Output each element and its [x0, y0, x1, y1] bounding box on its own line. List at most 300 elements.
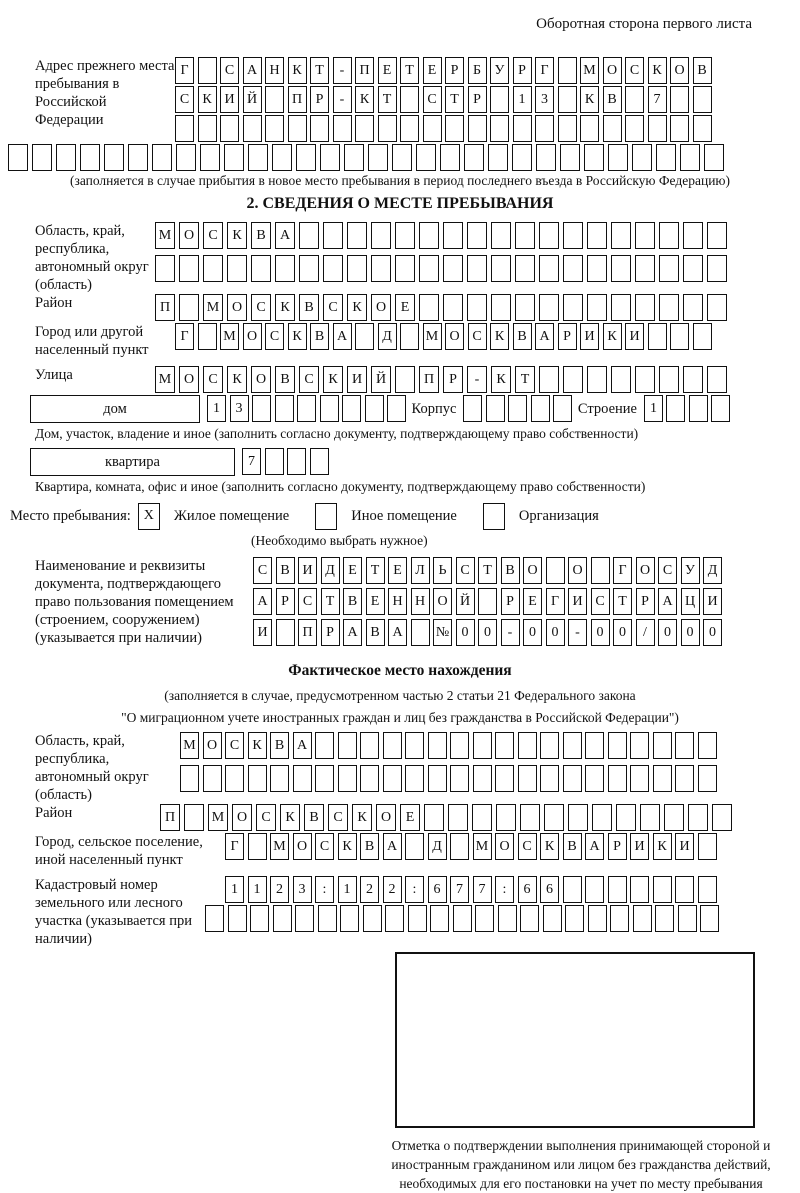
form-cell: [683, 222, 703, 249]
stay-type-checkbox-organization: [483, 503, 505, 530]
form-cell: [653, 732, 672, 759]
form-cell: [591, 557, 610, 584]
form-cell: Т: [366, 557, 385, 584]
form-cell: С: [203, 222, 223, 249]
form-cell: Е: [388, 557, 407, 584]
stamp-caption: Отметка о подтверждении выполнения принимающей стороной и иностранным гражданином или лицом без гражданства действий, необходимых для его постановки на учет по месту пребывания: [391, 1138, 771, 1191]
form-cell: [224, 144, 244, 171]
form-cell: [659, 222, 679, 249]
form-cell: [265, 448, 284, 475]
form-cell: Г: [175, 323, 194, 350]
form-cell: В: [299, 294, 319, 321]
stay-type-note: (Необходимо выбрать нужное): [251, 533, 428, 548]
form-cell: [707, 255, 727, 282]
form-cell: [408, 905, 427, 932]
form-cell: А: [383, 833, 402, 860]
form-cell: :: [495, 876, 514, 903]
form-cell: [693, 323, 712, 350]
form-cell: С: [456, 557, 475, 584]
actual-city-row: [225, 833, 720, 858]
form-cell: [275, 255, 295, 282]
form-cell: [587, 255, 607, 282]
form-cell: [152, 144, 172, 171]
form-cell: [175, 115, 194, 142]
form-cell: Ь: [433, 557, 452, 584]
form-cell: П: [160, 804, 180, 831]
form-cell: [338, 732, 357, 759]
form-cell: [273, 905, 292, 932]
form-cell: [443, 255, 463, 282]
form-cell: В: [304, 804, 324, 831]
apartment-note: Квартира, комната, офис и иное (заполнить согласно документу, подтверждающему право собственности): [35, 479, 646, 494]
form-cell: [698, 765, 717, 792]
form-cell: Б: [468, 57, 487, 84]
stroenie-label: Строение: [577, 401, 637, 417]
form-cell: 0: [703, 619, 722, 646]
form-cell: [272, 144, 292, 171]
form-cell: В: [603, 86, 622, 113]
form-cell: О: [179, 366, 199, 393]
form-cell: Р: [321, 619, 340, 646]
street-row: [155, 366, 731, 391]
form-cell: [355, 323, 374, 350]
form-cell: [678, 905, 697, 932]
form-cell: О: [227, 294, 247, 321]
form-cell: 3: [535, 86, 554, 113]
form-cell: [585, 765, 604, 792]
form-cell: [515, 294, 535, 321]
form-cell: [512, 144, 532, 171]
form-cell: И: [580, 323, 599, 350]
form-cell: [648, 323, 667, 350]
form-cell: [323, 255, 343, 282]
form-cell: М: [155, 366, 175, 393]
prev-address-row-3: [175, 115, 715, 140]
form-cell: [299, 255, 319, 282]
form-cell: 0: [456, 619, 475, 646]
form-cell: Р: [608, 833, 627, 860]
form-cell: [416, 144, 436, 171]
form-cell: Е: [343, 557, 362, 584]
form-cell: А: [243, 57, 262, 84]
form-cell: [270, 765, 289, 792]
form-cell: [630, 765, 649, 792]
form-cell: [536, 144, 556, 171]
form-cell: [463, 395, 482, 422]
actual-district-row: [160, 804, 736, 829]
form-cell: [252, 395, 271, 422]
form-cell: [664, 804, 684, 831]
form-cell: [544, 804, 564, 831]
document-row-2: [253, 588, 726, 613]
form-cell: [368, 144, 388, 171]
form-cell: 7: [648, 86, 667, 113]
form-cell: 2: [270, 876, 289, 903]
form-cell: С: [253, 557, 272, 584]
cadastre-block: [8, 876, 792, 948]
form-cell: [443, 294, 463, 321]
form-cell: [560, 144, 580, 171]
form-cell: Т: [613, 588, 632, 615]
prev-address-label: Адрес прежнего места пребывания в Российской Федерации: [35, 58, 175, 128]
form-cell: [683, 294, 703, 321]
form-cell: А: [293, 732, 312, 759]
form-cell: [539, 366, 559, 393]
form-cell: [633, 905, 652, 932]
form-cell: [666, 395, 685, 422]
stay-type-option-organization: Организация: [518, 508, 599, 524]
form-cell: [378, 115, 397, 142]
actual-region-rows: [180, 732, 720, 798]
form-cell: 0: [681, 619, 700, 646]
form-cell: [635, 294, 655, 321]
form-cell: О: [495, 833, 514, 860]
prev-address-note: (заполняется в случае прибытия в новое место пребывания в период последнего въезда в Российскую Федерацию): [69, 173, 731, 188]
form-cell: П: [288, 86, 307, 113]
form-cell: [495, 765, 514, 792]
form-cell: [513, 115, 532, 142]
form-cell: :: [315, 876, 334, 903]
form-cell: [468, 115, 487, 142]
form-cell: С: [251, 294, 271, 321]
form-cell: С: [256, 804, 276, 831]
form-cell: О: [376, 804, 396, 831]
form-cell: [228, 905, 247, 932]
form-cell: С: [591, 588, 610, 615]
form-cell: 0: [523, 619, 542, 646]
form-cell: [293, 765, 312, 792]
form-cell: -: [568, 619, 587, 646]
form-cell: [467, 255, 487, 282]
form-cell: К: [347, 294, 367, 321]
form-cell: [411, 619, 430, 646]
form-cell: 7: [450, 876, 469, 903]
form-cell: [371, 255, 391, 282]
form-cell: [543, 905, 562, 932]
form-cell: №: [433, 619, 452, 646]
form-cell: [584, 144, 604, 171]
form-cell: Т: [515, 366, 535, 393]
form-cell: [491, 222, 511, 249]
form-cell: [488, 144, 508, 171]
form-cell: [700, 905, 719, 932]
form-cell: [155, 255, 175, 282]
form-cell: К: [540, 833, 559, 860]
form-cell: [711, 395, 730, 422]
form-cell: Л: [411, 557, 430, 584]
form-cell: М: [423, 323, 442, 350]
form-cell: К: [580, 86, 599, 113]
form-cell: [299, 222, 319, 249]
form-cell: Р: [445, 57, 464, 84]
form-cell: [344, 144, 364, 171]
form-cell: [445, 115, 464, 142]
form-cell: [363, 905, 382, 932]
form-cell: [625, 86, 644, 113]
form-cell: О: [603, 57, 622, 84]
form-cell: П: [355, 57, 374, 84]
form-cell: [203, 255, 223, 282]
form-cell: [558, 57, 577, 84]
form-cell: -: [501, 619, 520, 646]
house-row: [8, 395, 792, 424]
form-cell: [428, 765, 447, 792]
form-cell: [176, 144, 196, 171]
document-row-3: [253, 619, 726, 644]
stay-type-option-other: Иное помещение: [351, 508, 457, 524]
form-cell: [558, 86, 577, 113]
form-cell: Й: [371, 366, 391, 393]
form-cell: 1: [207, 395, 226, 422]
form-cell: [616, 804, 636, 831]
form-cell: 0: [478, 619, 497, 646]
form-cell: [371, 222, 391, 249]
form-cell: [473, 765, 492, 792]
form-cell: 1: [225, 876, 244, 903]
form-cell: [491, 255, 511, 282]
form-cell: [707, 366, 727, 393]
form-cell: В: [563, 833, 582, 860]
form-cell: К: [338, 833, 357, 860]
form-cell: [32, 144, 52, 171]
cadastre-rows: [210, 876, 723, 934]
form-cell: [320, 144, 340, 171]
form-cell: [656, 144, 676, 171]
form-cell: [315, 732, 334, 759]
form-cell: [693, 115, 712, 142]
form-cell: 3: [230, 395, 249, 422]
stay-type-option-residential: Жилое помещение: [173, 508, 290, 524]
form-cell: [698, 833, 717, 860]
form-cell: С: [323, 294, 343, 321]
form-cell: Е: [423, 57, 442, 84]
form-cell: [635, 255, 655, 282]
form-cell: [568, 804, 588, 831]
form-cell: [675, 732, 694, 759]
form-cell: [611, 222, 631, 249]
form-cell: [610, 905, 629, 932]
korpus-label: Корпус: [411, 401, 457, 417]
actual-region-block: [8, 732, 792, 804]
form-cell: [405, 833, 424, 860]
page-side-note: Оборотная сторона первого листа: [536, 16, 752, 32]
actual-city-label: Город, сельское поселение, иной населенный пункт: [35, 834, 203, 868]
form-cell: [288, 115, 307, 142]
form-cell: [320, 395, 339, 422]
form-cell: [518, 765, 537, 792]
actual-region-row-1: [180, 732, 720, 757]
form-cell: А: [343, 619, 362, 646]
apartment-row: [8, 448, 792, 477]
stay-type-checkbox-residential: X: [138, 503, 160, 530]
form-cell: В: [310, 323, 329, 350]
form-cell: Р: [443, 366, 463, 393]
form-cell: С: [203, 366, 223, 393]
form-cell: [653, 876, 672, 903]
form-cell: О: [445, 323, 464, 350]
form-cell: С: [175, 86, 194, 113]
form-cell: [698, 732, 717, 759]
section2-title: 2. СВЕДЕНИЯ О МЕСТЕ ПРЕБЫВАНИЯ: [246, 195, 554, 212]
form-cell: [611, 294, 631, 321]
form-cell: [365, 395, 384, 422]
apartment-cells: [242, 448, 332, 473]
form-cell: С: [265, 323, 284, 350]
form-cell: 7: [242, 448, 261, 475]
prev-address-rows: [175, 57, 715, 144]
actual-location-subtitle-1: (заполняется в случае, предусмотренном частью 2 статьи 21 Федерального закона: [164, 688, 636, 703]
form-cell: [491, 294, 511, 321]
stamp-box: [395, 952, 755, 1128]
form-cell: Р: [468, 86, 487, 113]
form-cell: Т: [378, 86, 397, 113]
form-cell: [360, 765, 379, 792]
form-cell: 7: [473, 876, 492, 903]
form-cell: У: [681, 557, 700, 584]
document-label: Наименование и реквизиты документа, подтверждающего право пользования помещением (строением, сооружением) (указывается при наличии): [35, 558, 234, 646]
form-cell: У: [490, 57, 509, 84]
form-cell: И: [298, 557, 317, 584]
form-cell: М: [180, 732, 199, 759]
form-cell: [659, 366, 679, 393]
form-cell: [675, 876, 694, 903]
form-cell: Р: [513, 57, 532, 84]
street-block: [8, 366, 792, 395]
prev-address-row-1: [175, 57, 715, 82]
form-cell: [608, 144, 628, 171]
form-cell: [315, 765, 334, 792]
form-cell: И: [253, 619, 272, 646]
form-cell: [707, 294, 727, 321]
form-cell: [588, 905, 607, 932]
form-cell: [475, 905, 494, 932]
form-cell: [608, 732, 627, 759]
form-cell: [333, 115, 352, 142]
form-cell: [611, 366, 631, 393]
form-cell: -: [467, 366, 487, 393]
form-cell: [635, 366, 655, 393]
form-cell: 2: [383, 876, 402, 903]
form-cell: Г: [613, 557, 632, 584]
form-cell: -: [333, 57, 352, 84]
form-cell: [563, 255, 583, 282]
form-cell: П: [298, 619, 317, 646]
form-cell: К: [648, 57, 667, 84]
form-cell: [448, 804, 468, 831]
form-cell: И: [675, 833, 694, 860]
form-cell: К: [352, 804, 372, 831]
form-cell: [563, 876, 582, 903]
region-row-1: [155, 222, 731, 247]
form-cell: К: [248, 732, 267, 759]
form-cell: [310, 115, 329, 142]
form-cell: Р: [310, 86, 329, 113]
form-cell: :: [405, 876, 424, 903]
form-cell: С: [468, 323, 487, 350]
form-cell: [179, 255, 199, 282]
actual-location-title: Фактическое место нахождения: [288, 662, 512, 679]
form-cell: [630, 876, 649, 903]
form-cell: [712, 804, 732, 831]
form-cell: А: [658, 588, 677, 615]
form-cell: Т: [478, 557, 497, 584]
form-cell: Д: [378, 323, 397, 350]
form-cell: [340, 905, 359, 932]
form-cell: Г: [225, 833, 244, 860]
form-cell: В: [270, 732, 289, 759]
form-cell: [203, 765, 222, 792]
form-cell: [467, 222, 487, 249]
form-cell: [338, 765, 357, 792]
form-cell: [56, 144, 76, 171]
prev-address-block: [8, 57, 792, 144]
form-cell: А: [388, 619, 407, 646]
form-cell: С: [518, 833, 537, 860]
form-cell: [585, 876, 604, 903]
form-cell: [323, 222, 343, 249]
form-cell: А: [275, 222, 295, 249]
form-cell: К: [491, 366, 511, 393]
form-cell: К: [323, 366, 343, 393]
form-cell: [563, 732, 582, 759]
region-block: [8, 222, 792, 294]
form-cell: [603, 115, 622, 142]
form-cell: [587, 222, 607, 249]
form-cell: [520, 804, 540, 831]
form-cell: [531, 395, 550, 422]
form-cell: [453, 905, 472, 932]
actual-region-row-2: [180, 765, 720, 790]
house-box: дом: [30, 395, 200, 423]
form-cell: 0: [591, 619, 610, 646]
form-cell: [659, 255, 679, 282]
form-cell: О: [203, 732, 222, 759]
form-cell: [680, 144, 700, 171]
form-cell: Р: [558, 323, 577, 350]
form-cell: О: [670, 57, 689, 84]
form-cell: К: [490, 323, 509, 350]
form-cell: [198, 115, 217, 142]
actual-district-label: Район: [35, 805, 73, 821]
form-cell: В: [501, 557, 520, 584]
form-cell: [450, 732, 469, 759]
form-cell: Р: [276, 588, 295, 615]
form-cell: [405, 765, 424, 792]
form-cell: [670, 323, 689, 350]
form-cell: О: [636, 557, 655, 584]
form-cell: [565, 905, 584, 932]
region-rows: [155, 222, 731, 288]
prev-address-row-4: [8, 144, 792, 169]
form-cell: К: [288, 323, 307, 350]
form-cell: [563, 294, 583, 321]
form-cell: О: [371, 294, 391, 321]
form-cell: [424, 804, 444, 831]
form-cell: [693, 86, 712, 113]
form-cell: О: [232, 804, 252, 831]
form-cell: [295, 905, 314, 932]
form-cell: [450, 765, 469, 792]
form-cell: [472, 804, 492, 831]
form-cell: 6: [518, 876, 537, 903]
form-cell: [243, 115, 262, 142]
form-cell: М: [155, 222, 175, 249]
form-cell: Р: [636, 588, 655, 615]
form-cell: 1: [644, 395, 663, 422]
form-cell: [419, 222, 439, 249]
form-cell: /: [636, 619, 655, 646]
form-cell: [205, 905, 224, 932]
